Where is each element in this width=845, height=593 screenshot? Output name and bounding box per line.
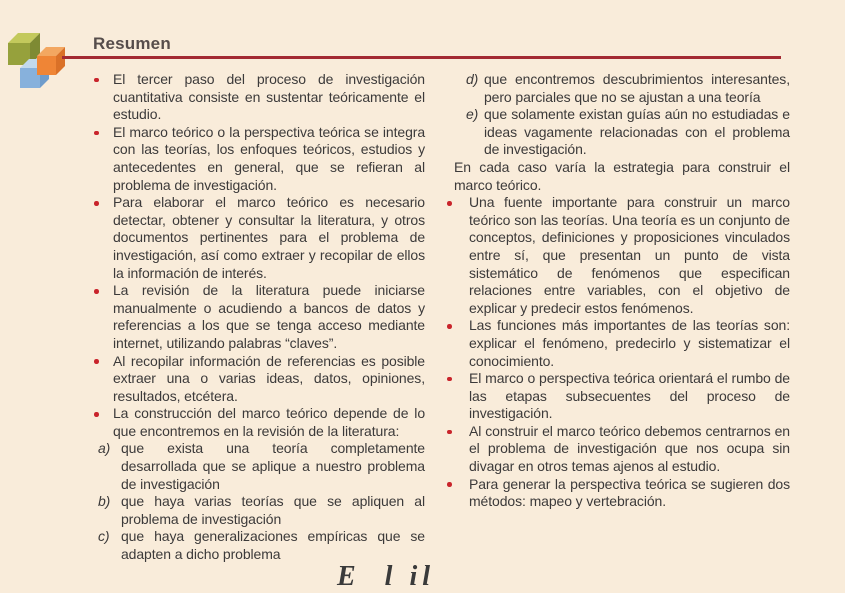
three-cubes-logo-icon [6,31,70,93]
sub-item-text: que solamente existan guías aún no estudiadas e ideas vagamente relacionadas con el problema de investigación. [484,106,790,158]
sub-item-letter: d) [466,71,479,87]
list-item [446,423,790,476]
list-item-text: El tercer paso del proceso de investigación cuantitativa consiste en sustentar teóricamente el estudio. [113,71,425,123]
list-item [93,124,425,194]
summary-left-column [93,71,425,564]
paragraph-text: En cada caso varía la estrategia para construir el marco teórico. [454,158,790,193]
summary-right-column [446,71,790,511]
list-item-text: Para elaborar el marco teórico es necesario detectar, obtener y consultar la literatura, y otros documentos pertinentes para el problema de investigación, así como extraer y recopilar de ellos la información de interés. [113,194,425,281]
list-item-text: Al construir el marco teórico debemos centrarnos en el problema de investigación que nos ocupa sin divagar en otros temas ajenos al estudio. [469,422,790,475]
sub-list-item [446,71,790,106]
list-item [446,194,790,317]
title-underline-rule [62,56,781,59]
list-item [93,194,425,282]
summary-list-left [93,71,425,564]
sub-list-item [446,106,790,159]
sub-item-text: que exista una teoría completamente desarrollada que se aplique a nuestro problema de investigación [121,440,425,492]
list-item-text: Las funciones más importantes de las teorías son: explicar el fenómeno, predecirlo y sistematizar el conocimiento. [469,317,790,369]
clipped-bottom-text: E l il [337,561,436,592]
list-item [93,353,425,406]
sub-item-letter: b) [98,493,111,510]
list-item [93,282,425,352]
list-item [93,71,425,124]
sub-item-text: que encontremos descubrimientos interesantes, pero parciales que no se ajustan a una teoría [484,71,790,105]
list-item-text: El marco o perspectiva teórica orientará el rumbo de las etapas subsecuentes del proceso de investigación. [469,370,790,422]
list-item-text: Una fuente importante para construir un marco teórico son las teorías. Una teoría es un conjunto de conceptos, definiciones y proposiciones vinculados entre sí, que presentan un punto de vista sistemático de fenómenos que especifican relaciones entre variables, con el objetivo de explicar y predecir estos fenómenos. [469,194,790,316]
summary-list-right [446,71,790,511]
sub-item-letter: e) [466,106,479,123]
list-item-text: La construcción del marco teórico depende de lo que encontremos en la revisión de la literatura: [113,405,425,439]
sub-item-text: que haya generalizaciones empíricas que se adapten a dicho problema [121,528,425,563]
list-item [446,370,790,423]
list-item-text: El marco teórico o la perspectiva teórica se integra con las teorías, los enfoques teóricos, estudios y antecedentes en general, que se refieran al problema de investigación. [113,123,425,193]
paragraph-item [446,159,790,194]
sub-list-item [93,440,425,493]
list-item [446,476,790,511]
sub-list-item [93,493,425,528]
list-item-text: La revisión de la literatura puede iniciarse manualmente o acudiendo a bancos de datos y referencias a los que se tenga acceso mediante internet, utilizando palabras “claves”. [113,282,425,351]
sub-list-item [93,528,425,563]
page-title: Resumen [93,34,171,53]
sub-item-letter: c) [98,528,110,545]
sub-item-letter: a) [98,440,111,457]
list-item [93,405,425,440]
list-item-text: Para generar la perspectiva teórica se sugieren dos métodos: mapeo y vertebración. [469,475,790,510]
orange-cube-icon [37,47,65,75]
sub-item-text: que haya varias teorías que se apliquen al problema de investigación [121,493,425,527]
list-item [446,317,790,370]
list-item-text: Al recopilar información de referencias es posible extraer una o varias ideas, datos, opiniones, resultados, etcétera. [113,352,425,404]
